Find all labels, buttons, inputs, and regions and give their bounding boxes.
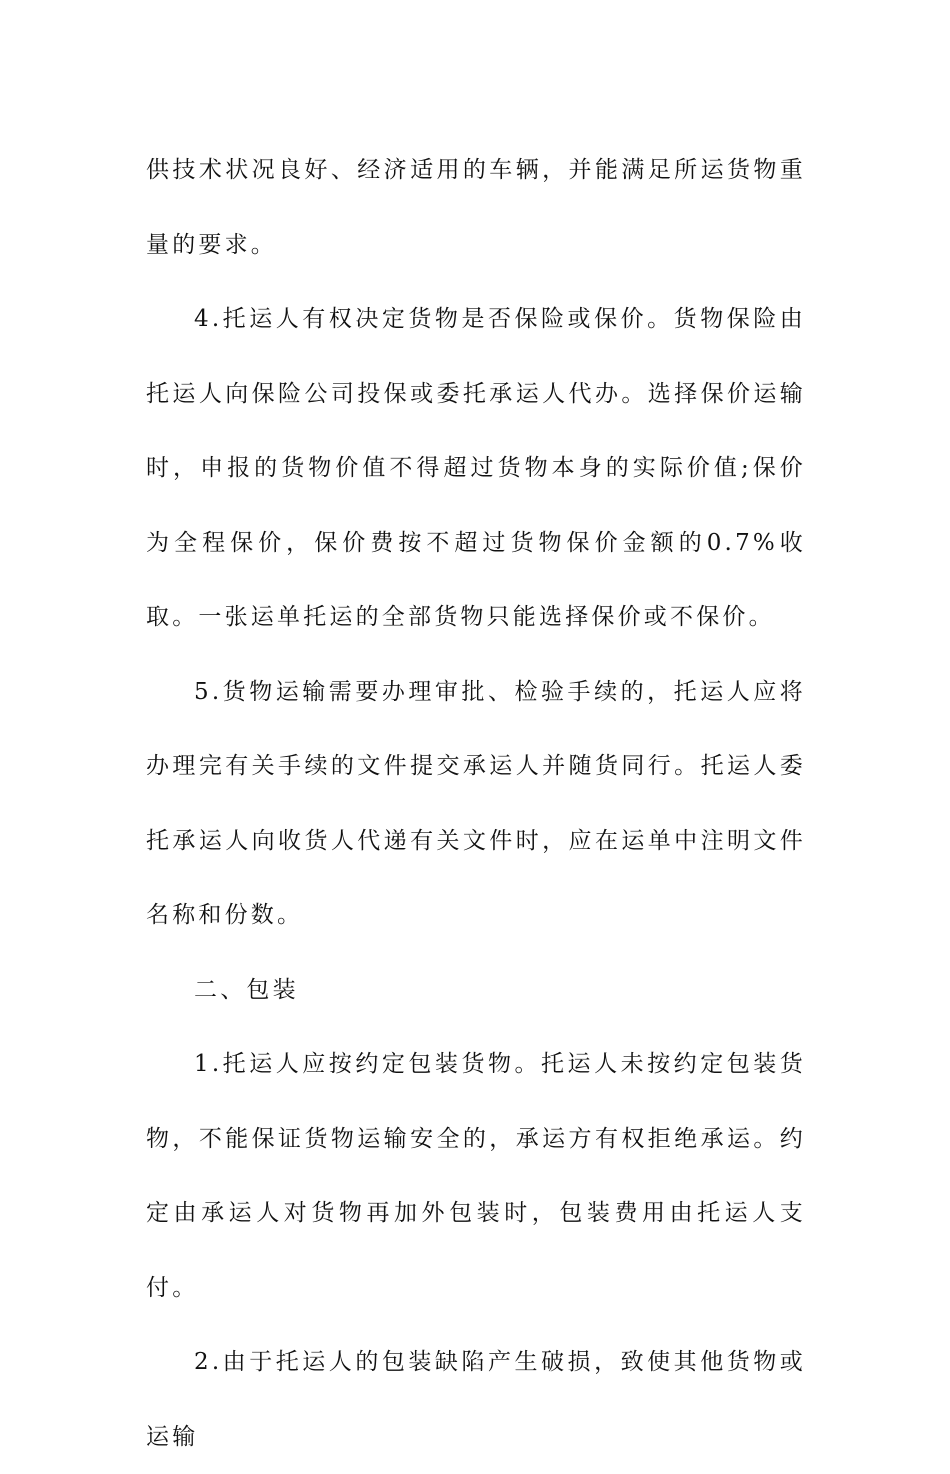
paragraph-packaging-item-2: 2.由于托运人的包装缺陷产生破损，致使其他货物或运输	[146, 1349, 806, 1450]
paragraph-item-4-insurance: 4.托运人有权决定货物是否保险或保价。货物保险由托运人向保险公司投保或委托承运人代办。选择保价运输时，申报的货物价值不得超过货物本身的实际价值;保价为全程保价，保价费按不超过货物保价金额的0.7%收取。一张运单托运的全部货物只能选择保价或不保价。	[146, 306, 806, 630]
document-body	[146, 133, 806, 1474]
paragraph-packaging-item-1: 1.托运人应按约定包装货物。托运人未按约定包装货物，不能保证货物运输安全的，承运方有权拒绝承运。约定由承运人对货物再加外包装时，包装费用由托运人支付。	[146, 1051, 806, 1301]
paragraph-continuation: 供技术状况良好、经济适用的车辆，并能满足所运货物重量的要求。	[146, 157, 806, 258]
section-heading-packaging: 二、包装	[194, 976, 299, 1003]
paragraph-item-5-documents: 5.货物运输需要办理审批、检验手续的，托运人应将办理完有关手续的文件提交承运人并随货同行。托运人委托承运人向收货人代递有关文件时，应在运单中注明文件名称和份数。	[146, 678, 806, 928]
